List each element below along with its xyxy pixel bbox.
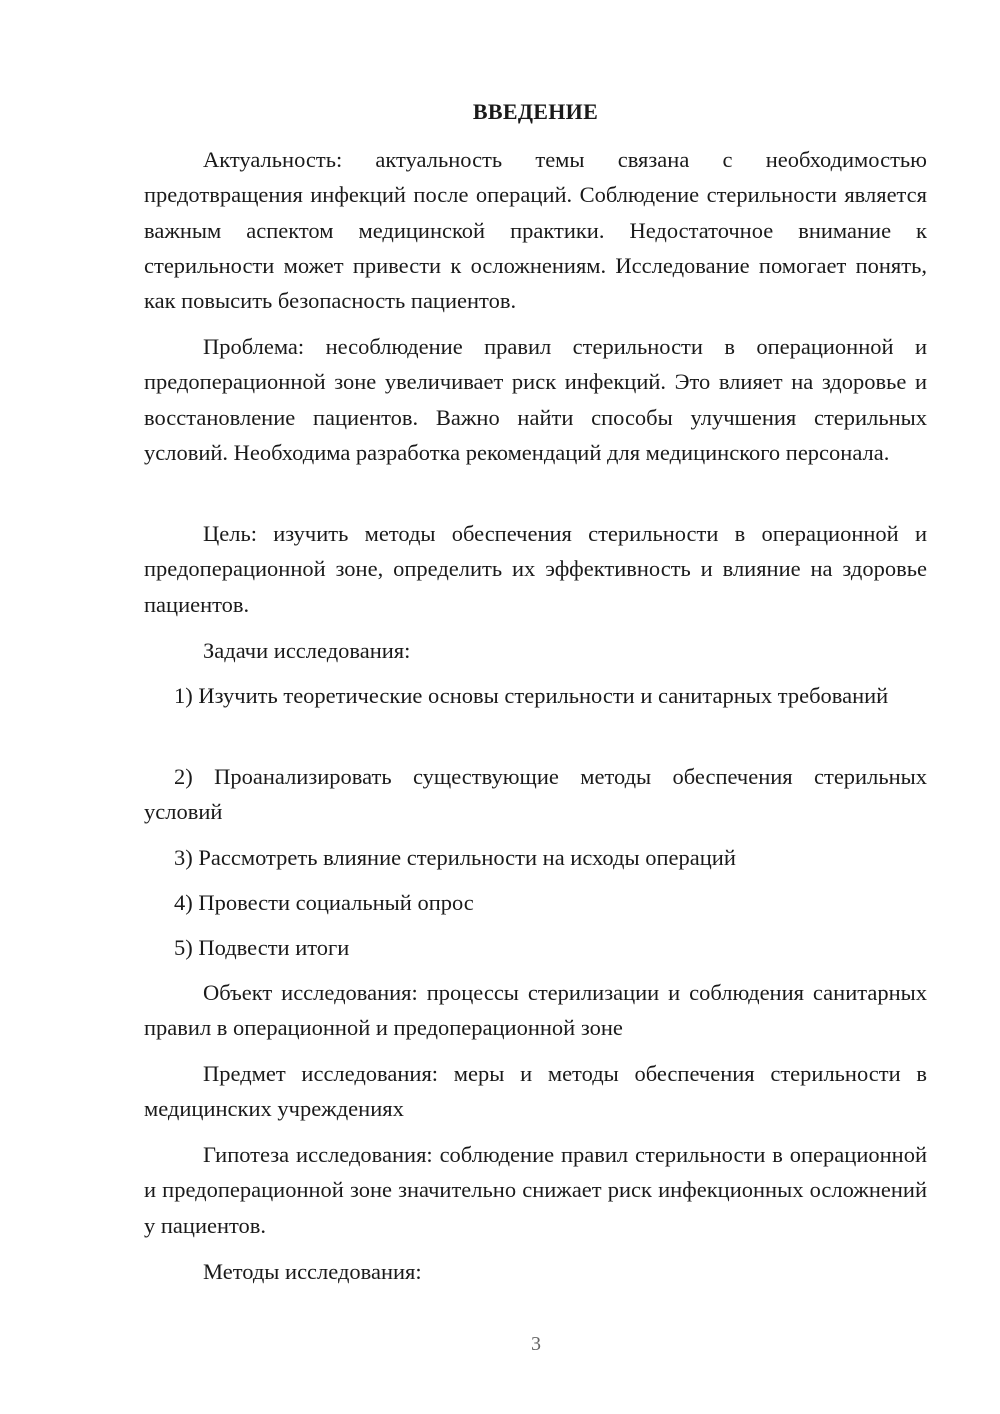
paragraph-hypothesis: Гипотеза исследования: соблюдение правил стерильности в операционной и предоперационной зоне значительно снижает риск инфекционных осложнений у пациентов. xyxy=(144,1142,927,1238)
paragraph-object: Объект исследования: процессы стерилизации и соблюдения санитарных правил в операционной и предоперационной зоне xyxy=(144,980,927,1041)
paragraph-goal: Цель: изучить методы обеспечения стерильности в операционной и предоперационной зоне, определить их эффективность и влияние на здоровье пациентов. xyxy=(144,521,927,617)
document-page xyxy=(144,94,927,1300)
task-item-2: 2) Проанализировать существующие методы обеспечения стерильных условий xyxy=(144,764,927,825)
paragraph-tasks-heading: Задачи исследования: xyxy=(203,638,411,663)
task-item-3: 3) Рассмотреть влияние стерильности на исходы операций xyxy=(174,845,736,870)
paragraph-problem: Проблема: несоблюдение правил стерильности в операционной и предоперационной зоне увеличивает риск инфекций. Это влияет на здоровье и восстановление пациентов. Важно найти способы улучшения стерильных условий. Необходима разработка рекомендаций для медицинского персонала. xyxy=(144,334,927,465)
paragraph-subject: Предмет исследования: меры и методы обеспечения стерильности в медицинских учреждениях xyxy=(144,1061,927,1122)
task-item-1: 1) Изучить теоретические основы стерильности и санитарных требований xyxy=(174,683,889,708)
paragraph-methods: Методы исследования: xyxy=(203,1259,422,1284)
page-number: 3 xyxy=(531,1333,541,1355)
task-item-4: 4) Провести социальный опрос xyxy=(174,890,474,915)
paragraph-relevance: Актуальность: актуальность темы связана с необходимостью предотвращения инфекций после операций. Соблюдение стерильности является важным аспектом медицинской практики. Недостаточное внимание к стерильности может привести к осложнениям. Исследование помогает понять, как повысить безопасность пациентов. xyxy=(144,147,927,314)
task-item-5: 5) Подвести итоги xyxy=(174,935,350,960)
section-title: ВВЕДЕНИЕ xyxy=(472,99,599,124)
